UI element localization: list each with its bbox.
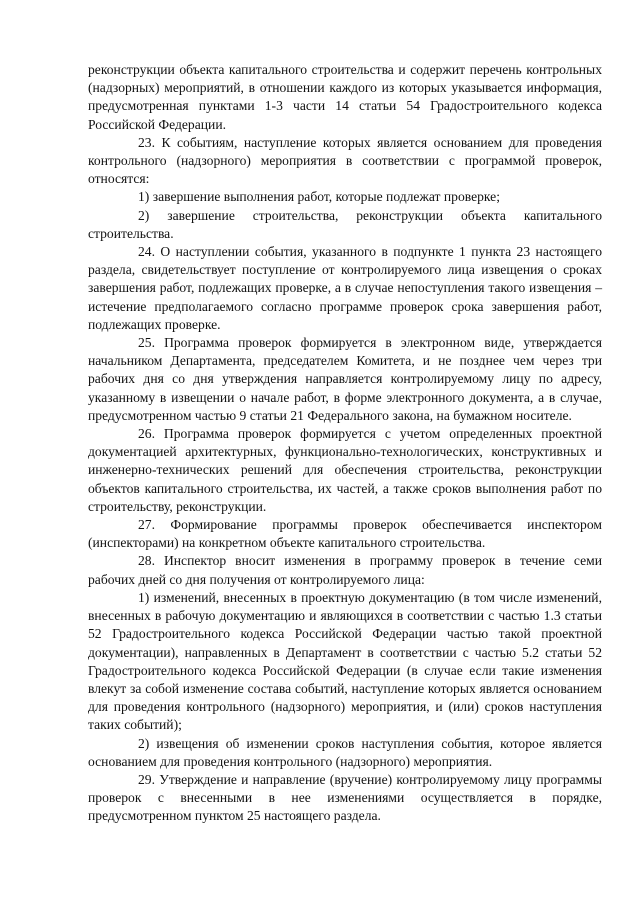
paragraph-29: 29. Утверждение и направление (вручение) контролируемому лицу программы проверок с внесенными в нее изменениями осуществляется в порядке, предусмотренном пунктом 25 настоящего раздела. <box>88 771 602 824</box>
paragraph-28-item-1: 1) изменений, внесенных в проектную документацию (в том числе изменений, внесенных в рабочую документацию и являющихся в соответствии с частью 1.3 статьи 52 Градостроительного кодекса Российской Федерации частью такой проектной документации), направленных в Департамент в соответствии с частью 5.2 статьи 52 Градостроительного кодекса Российской Федерации (в случае если такие изменения влекут за собой изменение состава событий, наступление которых является основанием для проведения контрольного (надзорного) мероприятия, и (или) сроков наступления таких событий); <box>88 589 602 733</box>
paragraph-28: 28. Инспектор вносит изменения в программу проверок в течение семи рабочих дней со дня получения от контролируемого лица: <box>88 553 602 587</box>
paragraph-continuation: реконструкции объекта капитального строительства и содержит перечень контрольных (надзорных) мероприятий, в отношении каждого из которых указывается информация, предусмотренная пунктами 1-3 части 14 статьи 54 Градостроительного кодекса Российской Федерации. <box>88 62 602 132</box>
paragraph-23-item-2: 2) завершение строительства, реконструкции объекта капитального строительства. <box>88 207 602 241</box>
paragraph-25: 25. Программа проверок формируется в электронном виде, утверждается начальником Департамента, председателем Комитета, и не позднее чем через три рабочих дня со дня утверждения направляется контролируемому лицу по адресу, указанному в извещении о начале работ, в форме электронного документа, а в случае, предусмотренном частью 9 статьи 21 Федерального закона, на бумажном носителе. <box>88 335 602 423</box>
paragraph-26: 26. Программа проверок формируется с учетом определенных проектной документацией архитектурных, функционально-технологических, конструктивных и инженерно-технических решений для обеспечения строительства, реконструкции объектов капитального строительства, их частей, а также сроков выполнения работ по строительству, реконструкции. <box>88 426 602 514</box>
paragraph-27: 27. Формирование программы проверок обеспечивается инспектором (инспекторами) на конкретном объекте капитального строительства. <box>88 517 602 551</box>
paragraph-24: 24. О наступлении события, указанного в подпункте 1 пункта 23 настоящего раздела, свидетельствует поступление от контролируемого лица извещения о сроках завершения работ, подлежащих проверке, а в случае непоступления такого извещения – истечение предполагаемого согласно программе проверок срока завершения работ, подлежащих проверке. <box>88 244 602 332</box>
document-page <box>88 61 602 826</box>
paragraph-23-item-1: 1) завершение выполнения работ, которые подлежат проверке; <box>138 189 500 205</box>
paragraph-23: 23. К событиям, наступление которых является основанием для проведения контрольного (надзорного) мероприятия в соответствии с программой проверок, относятся: <box>88 134 602 187</box>
paragraph-28-item-2: 2) извещения об изменении сроков наступления события, которое является основанием для проведения контрольного (надзорного) мероприятия. <box>88 735 602 769</box>
